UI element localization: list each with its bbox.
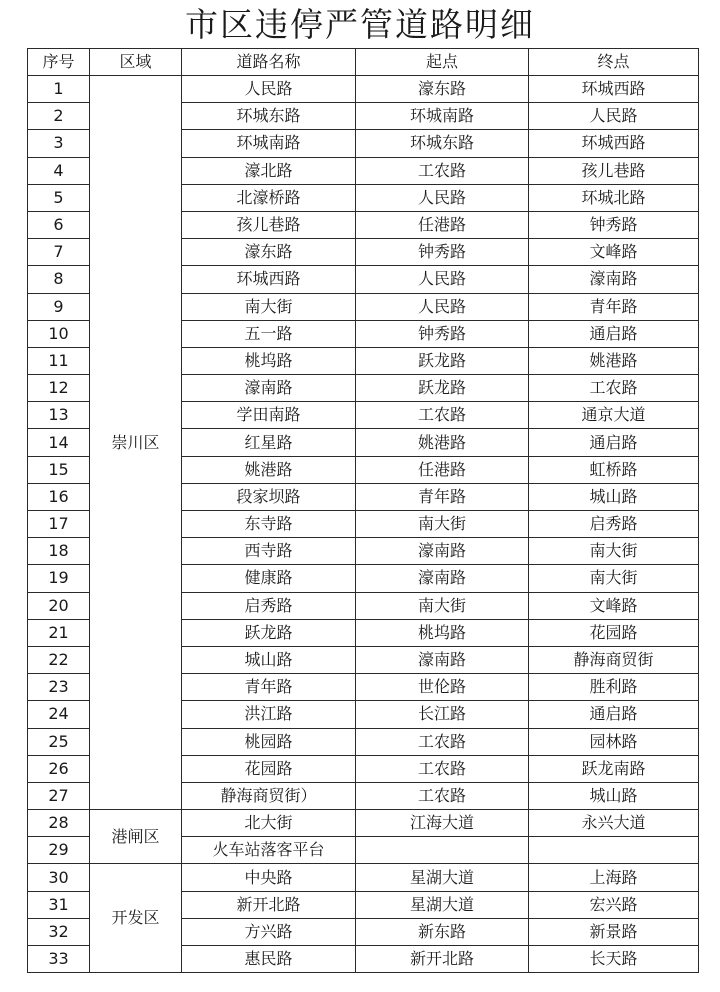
cell-end: 青年路	[529, 293, 699, 320]
cell-start: 长江路	[356, 701, 529, 728]
cell-seq: 17	[28, 511, 90, 538]
page-title: 市区违停严管道路明细	[185, 5, 535, 44]
cell-road-name: 南大街	[182, 293, 356, 320]
cell-road-name: 学田南路	[182, 402, 356, 429]
cell-start: 人民路	[356, 266, 529, 293]
cell-road-name: 洪江路	[182, 701, 356, 728]
cell-start: 星湖大道	[356, 891, 529, 918]
cell-end: 通启路	[529, 701, 699, 728]
cell-seq: 24	[28, 701, 90, 728]
cell-road-name: 桃坞路	[182, 347, 356, 374]
cell-end: 上海路	[529, 864, 699, 891]
cell-end: 环城北路	[529, 184, 699, 211]
cell-end: 环城西路	[529, 130, 699, 157]
cell-start: 星湖大道	[356, 864, 529, 891]
cell-seq: 27	[28, 782, 90, 809]
cell-end: 文峰路	[529, 592, 699, 619]
cell-seq: 18	[28, 538, 90, 565]
cell-end: 启秀路	[529, 511, 699, 538]
cell-seq: 5	[28, 184, 90, 211]
cell-start: 世伦路	[356, 674, 529, 701]
cell-road-name: 北大街	[182, 810, 356, 837]
cell-end: 长天路	[529, 946, 699, 973]
cell-road-name: 濠东路	[182, 239, 356, 266]
cell-end: 园林路	[529, 728, 699, 755]
cell-seq: 30	[28, 864, 90, 891]
cell-end: 濠南路	[529, 266, 699, 293]
cell-start: 工农路	[356, 728, 529, 755]
cell-seq: 7	[28, 239, 90, 266]
cell-start: 新开北路	[356, 946, 529, 973]
cell-start: 桃坞路	[356, 619, 529, 646]
cell-start: 南大街	[356, 511, 529, 538]
cell-road-name: 方兴路	[182, 918, 356, 945]
cell-seq: 19	[28, 565, 90, 592]
cell-end: 人民路	[529, 103, 699, 130]
cell-road-name: 环城南路	[182, 130, 356, 157]
cell-road-name: 桃园路	[182, 728, 356, 755]
table-header-row	[28, 49, 699, 76]
cell-road-name: 火车站落客平台	[182, 837, 356, 864]
cell-road-name: 人民路	[182, 76, 356, 103]
cell-seq: 8	[28, 266, 90, 293]
header-seq: 序号	[28, 49, 90, 76]
cell-start: 濠南路	[356, 565, 529, 592]
cell-road-name: 环城东路	[182, 103, 356, 130]
cell-start: 任港路	[356, 456, 529, 483]
cell-seq: 22	[28, 646, 90, 673]
cell-road-name: 五一路	[182, 320, 356, 347]
cell-end: 静海商贸街	[529, 646, 699, 673]
cell-seq: 9	[28, 293, 90, 320]
cell-road-name: 濠南路	[182, 375, 356, 402]
cell-end: 胜利路	[529, 674, 699, 701]
header-start: 起点	[356, 49, 529, 76]
cell-road-name: 静海商贸街）	[182, 782, 356, 809]
cell-start: 工农路	[356, 157, 529, 184]
cell-end: 环城西路	[529, 76, 699, 103]
header-road-name: 道路名称	[182, 49, 356, 76]
cell-end: 南大街	[529, 538, 699, 565]
cell-start: 跃龙路	[356, 375, 529, 402]
cell-road-name: 红星路	[182, 429, 356, 456]
cell-end: 南大街	[529, 565, 699, 592]
cell-road-name: 惠民路	[182, 946, 356, 973]
cell-seq: 3	[28, 130, 90, 157]
cell-end: 城山路	[529, 782, 699, 809]
cell-end: 花园路	[529, 619, 699, 646]
cell-seq: 4	[28, 157, 90, 184]
cell-start: 濠南路	[356, 646, 529, 673]
cell-road-name: 中央路	[182, 864, 356, 891]
cell-start: 新东路	[356, 918, 529, 945]
table-body	[28, 76, 699, 973]
cell-start: 环城南路	[356, 103, 529, 130]
cell-end: 通京大道	[529, 402, 699, 429]
cell-road-name: 跃龙路	[182, 619, 356, 646]
cell-end: 姚港路	[529, 347, 699, 374]
cell-area: 开发区	[90, 864, 182, 973]
cell-end: 文峰路	[529, 239, 699, 266]
cell-seq: 1	[28, 76, 90, 103]
cell-end: 新景路	[529, 918, 699, 945]
cell-road-name: 姚港路	[182, 456, 356, 483]
cell-seq: 29	[28, 837, 90, 864]
cell-end: 通启路	[529, 429, 699, 456]
cell-start: 濠南路	[356, 538, 529, 565]
cell-start: 工农路	[356, 402, 529, 429]
cell-start: 南大街	[356, 592, 529, 619]
cell-seq: 13	[28, 402, 90, 429]
table-row	[28, 76, 699, 103]
cell-seq: 23	[28, 674, 90, 701]
cell-seq: 6	[28, 211, 90, 238]
header-area: 区域	[90, 49, 182, 76]
cell-road-name: 东寺路	[182, 511, 356, 538]
cell-road-name: 孩儿巷路	[182, 211, 356, 238]
cell-end: 宏兴路	[529, 891, 699, 918]
cell-road-name: 启秀路	[182, 592, 356, 619]
cell-seq: 33	[28, 946, 90, 973]
cell-area: 港闸区	[90, 810, 182, 864]
cell-end: 永兴大道	[529, 810, 699, 837]
cell-seq: 26	[28, 755, 90, 782]
cell-end	[529, 837, 699, 864]
cell-start: 环城东路	[356, 130, 529, 157]
cell-start: 工农路	[356, 755, 529, 782]
cell-seq: 11	[28, 347, 90, 374]
table-row	[28, 810, 699, 837]
cell-area: 崇川区	[90, 76, 182, 810]
header-end: 终点	[529, 49, 699, 76]
table-row	[28, 864, 699, 891]
cell-start: 青年路	[356, 483, 529, 510]
cell-seq: 20	[28, 592, 90, 619]
cell-seq: 28	[28, 810, 90, 837]
cell-end: 城山路	[529, 483, 699, 510]
cell-end: 孩儿巷路	[529, 157, 699, 184]
road-table	[27, 48, 699, 973]
cell-start: 任港路	[356, 211, 529, 238]
cell-seq: 31	[28, 891, 90, 918]
cell-road-name: 濠北路	[182, 157, 356, 184]
cell-road-name: 北濠桥路	[182, 184, 356, 211]
cell-seq: 14	[28, 429, 90, 456]
cell-end: 工农路	[529, 375, 699, 402]
cell-road-name: 青年路	[182, 674, 356, 701]
cell-road-name: 新开北路	[182, 891, 356, 918]
cell-seq: 32	[28, 918, 90, 945]
cell-start: 姚港路	[356, 429, 529, 456]
cell-road-name: 健康路	[182, 565, 356, 592]
cell-seq: 12	[28, 375, 90, 402]
cell-start: 江海大道	[356, 810, 529, 837]
cell-start	[356, 837, 529, 864]
cell-seq: 2	[28, 103, 90, 130]
cell-start: 钟秀路	[356, 320, 529, 347]
cell-road-name: 段家坝路	[182, 483, 356, 510]
cell-seq: 21	[28, 619, 90, 646]
cell-road-name: 环城西路	[182, 266, 356, 293]
cell-seq: 10	[28, 320, 90, 347]
cell-start: 濠东路	[356, 76, 529, 103]
cell-seq: 15	[28, 456, 90, 483]
cell-start: 人民路	[356, 293, 529, 320]
cell-road-name: 城山路	[182, 646, 356, 673]
cell-road-name: 西寺路	[182, 538, 356, 565]
cell-end: 通启路	[529, 320, 699, 347]
cell-road-name: 花园路	[182, 755, 356, 782]
cell-start: 跃龙路	[356, 347, 529, 374]
cell-end: 虹桥路	[529, 456, 699, 483]
cell-end: 跃龙南路	[529, 755, 699, 782]
cell-seq: 25	[28, 728, 90, 755]
cell-start: 人民路	[356, 184, 529, 211]
cell-seq: 16	[28, 483, 90, 510]
cell-end: 钟秀路	[529, 211, 699, 238]
cell-start: 工农路	[356, 782, 529, 809]
cell-start: 钟秀路	[356, 239, 529, 266]
